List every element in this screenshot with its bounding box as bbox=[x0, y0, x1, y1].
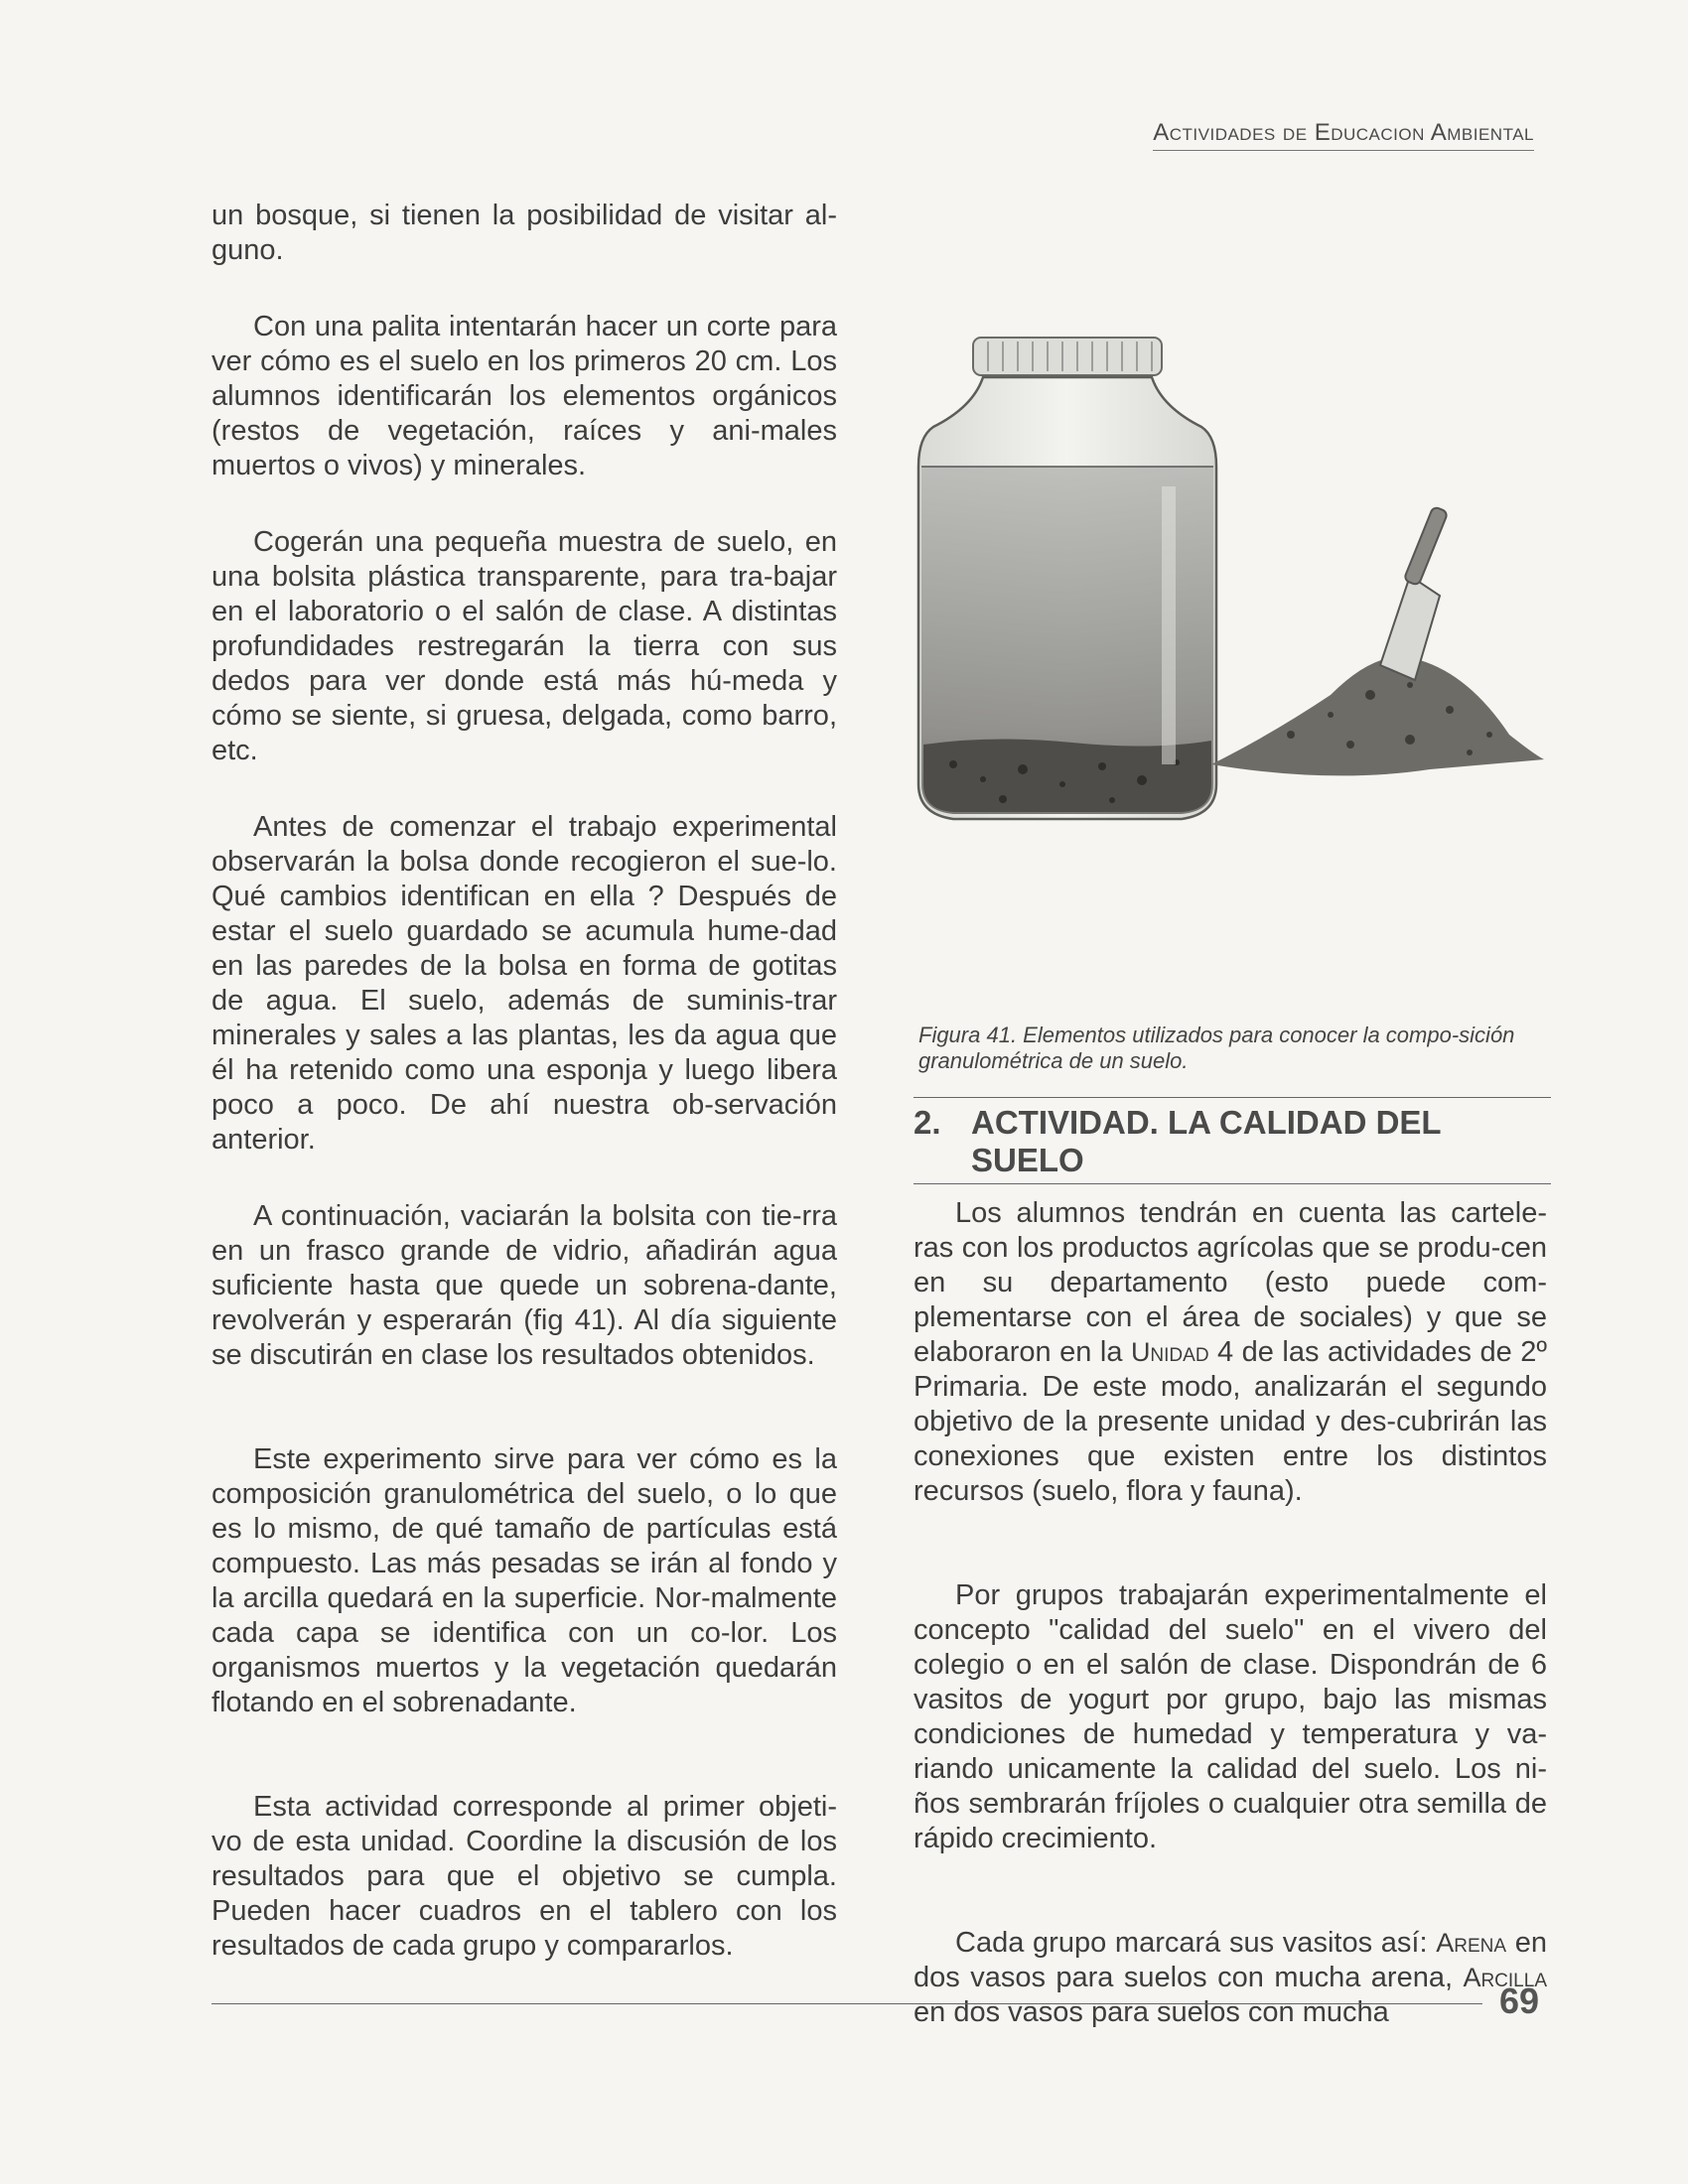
paragraph: Por grupos trabajarán experimentalmente el concepto "calidad del suelo" en el vivero del colegio o en el salón de clase. Dispondrán de 6 vasitos de yogurt por grupo, bajo las mismas condiciones de humedad y temperatura y va-riando unicamente la calidad del suelo. Los ni-ños sembrarán fríjoles o cualquier otra semilla de rápido crecimiento. bbox=[914, 1579, 1547, 1854]
section-number: 2. bbox=[914, 1104, 941, 1141]
paragraph: un bosque, si tienen la posibilidad de visitar al-guno. bbox=[211, 200, 837, 266]
footer-rule bbox=[211, 2003, 1482, 2004]
paragraph: Con una palita intentarán hacer un corte para ver cómo es el suelo en los primeros 20 cm. Los alumnos identificarán los elementos orgánicos (restos de vegetación, raíces y ani-males muertos o vivos) y minerales. bbox=[211, 311, 837, 481]
paragraph: Esta actividad corresponde al primer objeti-vo de esta unidad. Coordine la discusión de los resultados para que el objetivo se cumpla. Pueden hacer cuadros en el tablero con los resultados de cada grupo y compararlos. bbox=[211, 1791, 837, 1962]
soil-pile bbox=[1211, 657, 1544, 776]
paragraph: Cogerán una pequeña muestra de suelo, en una bolsita plástica transparente, para tra-bajar en el laboratorio o el salón de clase. A distintas profundidades restregarán la tierra con sus dedos para ver donde está más hú-meda y cómo se siente, si gruesa, delgada, como barro, etc. bbox=[211, 526, 837, 766]
page-number: 69 bbox=[1498, 1980, 1539, 2021]
section-heading bbox=[914, 1097, 1551, 1184]
right-column bbox=[914, 1196, 1547, 2030]
jar-lid bbox=[973, 338, 1162, 375]
figure-caption: Figura 41. Elementos utilizados para conocer la compo-sición granulométrica de un suelo. bbox=[918, 1023, 1515, 1073]
left-column bbox=[211, 199, 837, 1964]
jar-illustration bbox=[914, 318, 1549, 1013]
paragraph: Antes de comenzar el trabajo experimental observarán la bolsa donde recogieron el sue-lo. Qué cambios identifican en ella ? Después de estar el suelo guardado se acumula hume-dad en las paredes de la bolsa en forma de gotitas de agua. El suelo, además de suminis-trar minerales y sales a las plantas, les da agua que él ha retenido como una esponja y luego libera poco a poco. De ahí nuestra ob-servación anterior. bbox=[211, 811, 837, 1156]
paragraph: Los alumnos tendrán en cuenta las cartele-ras con los productos agrícolas que se produ-cen en su departamento (esto puede com-plementarse con el área de sociales) y que se elaboraron en la Unidad 4 de las actividades de 2º Primaria. De este modo, analizarán el segundo objetivo de la presente unidad y des-cubrirán las conexiones que existen entre los distintos recursos (suelo, flora y fauna). bbox=[914, 1197, 1547, 1507]
paragraph: Este experimento sirve para ver cómo es la composición granulométrica del suelo, o lo que es lo mismo, de qué tamaño de partículas está compuesto. Las más pesadas se irán al fondo y la arcilla quedará en la superficie. Nor-malmente cada capa se identifica con un co-lor. Los organismos muertos y la vegetación quedarán flotando en el sobrenadante. bbox=[211, 1443, 837, 1718]
figure-jar-and-soil bbox=[914, 318, 1549, 1013]
paragraph: Cada grupo marcará sus vasitos así: Arena en dos vasos para suelos con mucha arena, Arcilla en dos vasos para suelos con mucha bbox=[914, 1927, 1547, 2028]
section-title: ACTIVIDAD. LA CALIDAD DEL SUELO bbox=[971, 1104, 1441, 1178]
running-header: Actividades de Educacion Ambiental bbox=[1153, 119, 1534, 151]
paragraph: A continuación, vaciarán la bolsita con tie-rra en un frasco grande de vidrio, añadirán agua suficiente hasta que quede un sobrena-dante, revolverán y esperarán (fig 41). Al día siguiente se discutirán en clase los resultados obtenidos. bbox=[211, 1200, 837, 1371]
